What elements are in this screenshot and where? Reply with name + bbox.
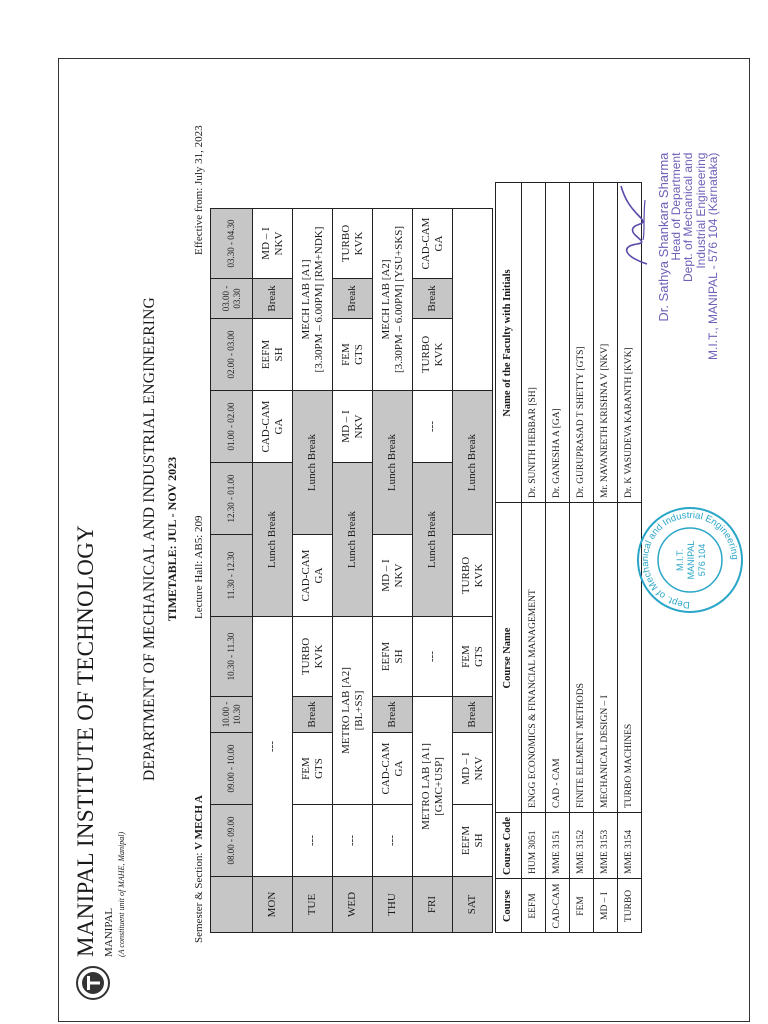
signatory-block: [657, 153, 719, 360]
sat-1130-cell: TURBO KVK: [453, 534, 493, 616]
thu-lunch-cell: Lunch Break: [373, 390, 413, 534]
day-label: MON: [253, 876, 293, 932]
fri-0100-cell: ---: [413, 390, 453, 462]
sat-0800-cell: EEFM SH: [453, 804, 493, 876]
fri-lunch-cell: Lunch Break: [413, 462, 453, 616]
sat-lunch-cell: Lunch Break: [453, 390, 493, 534]
rotated-timetable-content: [65, 63, 745, 1015]
institute-logo-icon: [75, 965, 111, 1001]
course-faculty: Dr. SUNITH HEBBAR [SH]: [522, 182, 546, 502]
course-code: MME 3152: [570, 812, 594, 878]
signatory-address: M.I.T., MANIPAL - 576 104 (Karnataka): [705, 152, 720, 360]
wed-0330-cell: TURBO KVK: [333, 208, 373, 278]
slot-header: 10.30 - 11.30: [211, 616, 253, 696]
fri-0330-cell: CAD-CAM GA: [413, 208, 453, 278]
thu-mech-lab-cell: MECH LAB [A2] [3.30PM – 6.00PM] [YSU+SKS]: [373, 208, 413, 390]
course-code: MME 3151: [546, 812, 570, 878]
signature-scribble: [613, 180, 657, 270]
course-name: FINITE ELEMENT METHODS: [570, 502, 594, 812]
course-faculty: Dr. GURUPRASAD T SHETTY [GTS]: [570, 182, 594, 502]
timetable-title: TIMETABLE: JUL - NOV 2023: [165, 456, 179, 622]
effective-date: Effective from: July 31, 2023: [193, 125, 205, 255]
faculty-col-header: Name of the Faculty with Initials: [496, 182, 522, 502]
slot-header: 02.00 - 03.00: [211, 318, 253, 390]
mon-0100-cell: CAD-CAM GA: [253, 390, 293, 462]
stamp-center-1: M.I.T.: [675, 549, 685, 571]
tue-break-cell: Break: [293, 696, 333, 732]
wed-0800-cell: ---: [333, 804, 373, 876]
fri-1030-cell: ---: [413, 616, 453, 696]
mon-0330-cell: MD – I NKV: [253, 208, 293, 278]
tue-1030-cell: TURBO KVK: [293, 616, 333, 696]
fri-break-cell: Break: [413, 278, 453, 318]
department-title: DEPARTMENT OF MECHANICAL AND INDUSTRIAL ENGINEERING: [141, 297, 158, 781]
tue-1130-cell: CAD-CAM GA: [293, 534, 333, 616]
day-label: SAT: [453, 876, 493, 932]
document-page: [58, 58, 750, 1022]
slot-header: 03.30 - 04.30: [211, 208, 253, 278]
lecture-hall: Lecture Hall: AB5: 209: [193, 515, 205, 619]
day-label: WED: [333, 876, 373, 932]
thu-0800-cell: ---: [373, 804, 413, 876]
thu-break-cell: Break: [373, 696, 413, 732]
day-label: FRI: [413, 876, 453, 932]
fri-metro-lab-cell: METRO LAB [A1] [GMC+USP]: [413, 696, 453, 876]
slot-header: 09.00 - 10.00: [211, 732, 253, 804]
signatory-dept-1: Dept. of Mechanical and: [681, 152, 696, 282]
stamp-center-2: MANIPAL: [686, 540, 696, 580]
tue-lunch-cell: Lunch Break: [293, 390, 333, 534]
course-col-header: Course: [496, 878, 522, 932]
institute-short-name: MANIPAL: [103, 907, 115, 957]
course-short: TURBO: [618, 878, 642, 932]
institute-subtitle: (A constituent unit of MAHE, Manipal): [117, 831, 126, 957]
course-name: CAD - CAM: [546, 502, 570, 812]
day-label: THU: [373, 876, 413, 932]
mon-break-cell: Break: [253, 278, 293, 318]
course-faculty: Dr. GANESHA A [GA]: [546, 182, 570, 502]
timetable-grid: [210, 208, 493, 933]
course-code-col-header: Course Code: [496, 812, 522, 878]
course-short: FEM: [570, 878, 594, 932]
course-code: HUM 3051: [522, 812, 546, 878]
signatory-title: Head of Department: [669, 152, 684, 261]
course-name: TURBO MACHINES: [618, 502, 642, 812]
semester-label: Semester & Section:: [193, 852, 205, 943]
signatory-name: Dr. Sathya Shankara Sharma: [656, 152, 671, 322]
thu-1030-cell: EEFM SH: [373, 616, 413, 696]
slot-header: 11.30 - 12.30: [211, 534, 253, 616]
sat-break-cell: Break: [453, 696, 493, 732]
mon-lunch-cell: Lunch Break: [253, 462, 293, 616]
course-name: MECHANICAL DESIGN – I: [594, 502, 618, 812]
course-code: MME 3153: [594, 812, 618, 878]
course-name: ENGG ECONOMICS & FINANCIAL MANAGEMENT: [522, 502, 546, 812]
wed-metro-lab-cell: METRO LAB [A2] [BL+SS]: [333, 616, 373, 804]
course-short: EEFM: [522, 878, 546, 932]
course-table: [495, 182, 642, 933]
slot-header: 03.00 - 03.30: [211, 278, 253, 318]
mon-0200-cell: EEFM SH: [253, 318, 293, 390]
course-code: MME 3154: [618, 812, 642, 878]
wed-lunch-cell: Lunch Break: [333, 462, 373, 616]
tue-0800-cell: ---: [293, 804, 333, 876]
wed-0200-cell: FEM GTS: [333, 318, 373, 390]
course-faculty: Mr. NAVANEETH KRISHNA V [NKV]: [594, 182, 618, 502]
semester-section: [193, 795, 205, 943]
semester-value: V MECH A: [193, 795, 205, 850]
signatory-dept-2: Industrial Engineering: [693, 152, 708, 269]
sat-1030-cell: FEM GTS: [453, 616, 493, 696]
sat-empty-cell: [453, 208, 493, 390]
slot-header: 12.30 - 01.00: [211, 462, 253, 534]
stamp-ring-text: Dept. of Mechanical and Industrial Engineering: [639, 509, 741, 611]
sat-0900-cell: MD – I NKV: [453, 732, 493, 804]
course-short: MD – I: [594, 878, 618, 932]
thu-0900-cell: CAD-CAM GA: [373, 732, 413, 804]
department-stamp: [635, 505, 745, 615]
slot-header: 01.00 - 02.00: [211, 390, 253, 462]
tue-0900-cell: FEM GTS: [293, 732, 333, 804]
course-name-col-header: Course Name: [496, 502, 522, 812]
tue-mech-lab-cell: MECH LAB [A1] [3.30PM – 6.00PM] [RM+NDK]: [293, 208, 333, 390]
course-short: CAD-CAM: [546, 878, 570, 932]
wed-0100-cell: MD – I NKV: [333, 390, 373, 462]
course-faculty: Dr. K VASUDEVA KARANTH [KVK]: [618, 182, 642, 502]
day-label: TUE: [293, 876, 333, 932]
slot-header: 08.00 - 09.00: [211, 804, 253, 876]
fri-0200-cell: TURBO KVK: [413, 318, 453, 390]
mon-morning-cell: ---: [253, 616, 293, 876]
stamp-center-3: 576 104: [697, 543, 707, 577]
corner-cell: [211, 876, 253, 932]
thu-1130-cell: MD – I NKV: [373, 534, 413, 616]
slot-header: 10.00 - 10.30: [211, 696, 253, 732]
institute-name: MANIPAL INSTITUTE OF TECHNOLOGY: [73, 524, 98, 957]
wed-break-cell: Break: [333, 278, 373, 318]
